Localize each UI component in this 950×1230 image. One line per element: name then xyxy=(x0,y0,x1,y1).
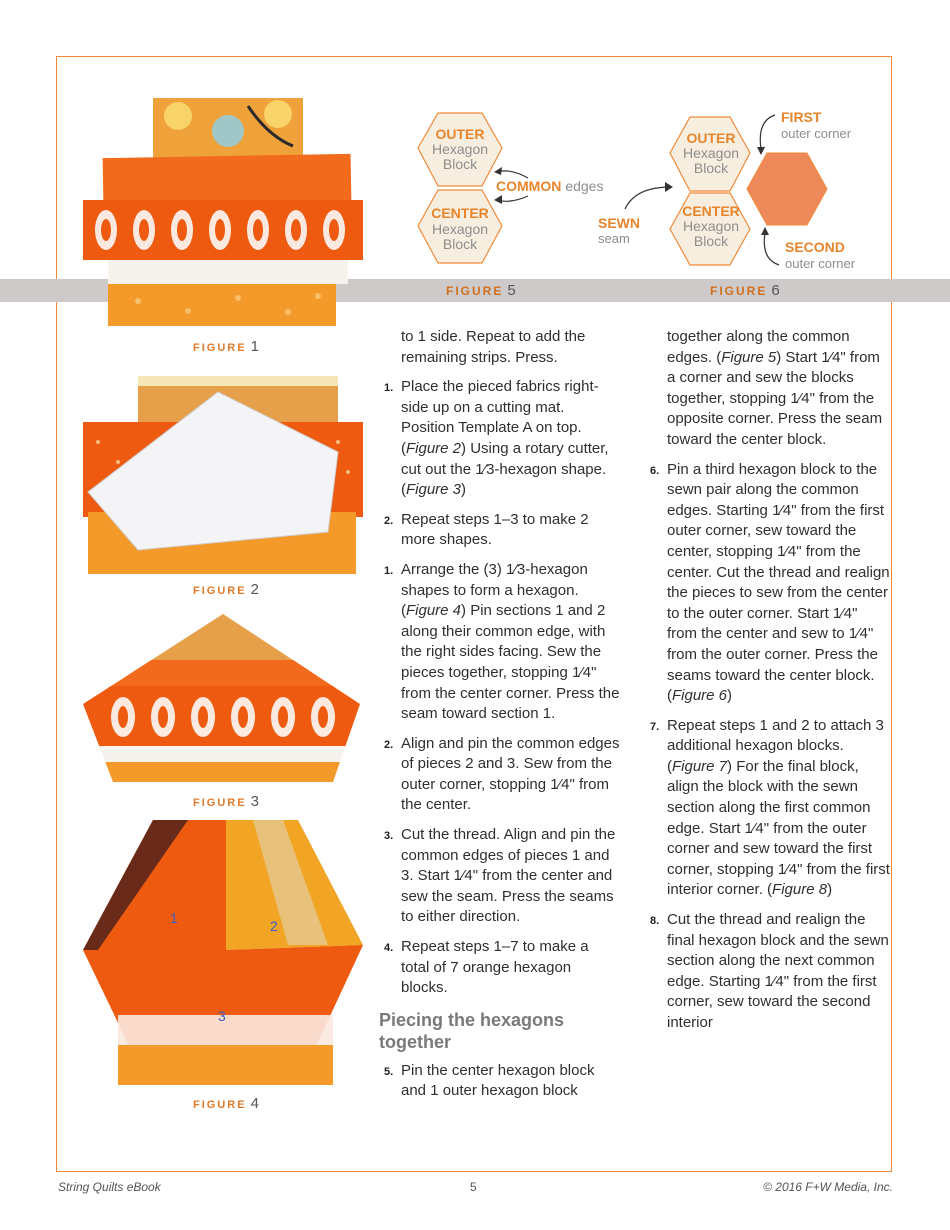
step-text: ) xyxy=(827,881,833,899)
step-number: 1. xyxy=(384,564,394,577)
sewn-seam-sub: seam xyxy=(598,231,630,246)
step-number: 3. xyxy=(384,830,394,843)
numbered-step xyxy=(379,1061,621,1102)
figure-number: 1 xyxy=(250,338,259,355)
figure-label: FIGURE xyxy=(193,1099,247,1111)
step-text: ) For the final block, align the block with the sewn section along the first common edge. Start 1⁄4" from the outer corner and sew toward the first corner, stopping 1⁄4" from the first interior corner. ( xyxy=(667,757,890,899)
step-text: Cut the thread and realign the final hexagon block and the sewn section along the next common edge. Starting 1⁄4" from the first corner, sew toward the second interior xyxy=(667,911,889,1031)
step-text: ) Pin sections 1 and 2 along their common edge, with the right sides facing. Sew the pieces together, stopping 1⁄4" from the center corner. Press the seam toward section 1. xyxy=(401,602,620,723)
step-text: Align and pin the common edges of pieces 2 and 3. Sew from the outer corner, stopping 1⁄4" from the center. xyxy=(401,734,620,814)
section-label-3: 3 xyxy=(218,1008,226,1024)
step-number: 5. xyxy=(384,1065,394,1078)
numbered-step xyxy=(645,716,890,901)
figure-label: FIGURE xyxy=(193,342,247,354)
step-text: Place the pieced fabrics right-side up on a cutting mat. Position Template A on top. ( xyxy=(401,378,599,457)
step-number: 2. xyxy=(384,514,394,527)
section-heading: Piecing the hexagons together xyxy=(379,1009,565,1052)
figure-number: 4 xyxy=(250,1095,259,1112)
figure-1-caption xyxy=(193,338,259,355)
second-corner-title: SECOND xyxy=(785,239,845,255)
step-text: Arrange the (3) 1⁄3-hexagon shapes to form a hexagon. ( xyxy=(401,560,588,620)
step-number: 1. xyxy=(384,382,394,395)
figure-reference: Figure 8 xyxy=(772,881,828,899)
section-label-1: 1 xyxy=(170,910,178,926)
outer-hexagon-line2: Hexagon xyxy=(431,141,489,157)
numbered-step xyxy=(645,460,890,707)
arrow-sewn-seam xyxy=(625,187,671,209)
step-number: 2. xyxy=(384,738,394,751)
text-column-2 xyxy=(645,327,890,1043)
outer-hexagon-line3-6: Block xyxy=(693,160,729,176)
steps-group-a xyxy=(379,377,621,551)
center-hexagon-line3: Block xyxy=(442,236,478,252)
step-text: Repeat steps 1–3 to make 2 more shapes. xyxy=(401,510,589,549)
common-edges-label xyxy=(496,178,603,194)
step-number: 4. xyxy=(384,942,394,955)
step-text: ) Using a rotary cutter, cut out the 1⁄3-hexagon shape. ( xyxy=(401,439,609,499)
figure-label: FIGURE xyxy=(193,797,247,809)
step-text: Cut the thread. Align and pin the common edges of pieces 1 and 3. Start 1⁄4" from the center and sew the seam. Press the seams to either direction. xyxy=(401,826,616,926)
figure-2-caption xyxy=(193,581,259,598)
outer-hexagon-title: OUTER xyxy=(435,126,485,142)
common-rest: edges xyxy=(565,178,604,194)
step-number: 6. xyxy=(650,464,660,477)
figure-2-photo xyxy=(78,372,368,577)
figure-label: FIGURE xyxy=(446,284,504,298)
numbered-step xyxy=(379,734,621,816)
figure-reference: Figure 4 xyxy=(406,602,462,620)
figure-4-caption xyxy=(193,1095,259,1112)
numbered-step xyxy=(379,937,621,999)
sewn-seam-title: SEWN xyxy=(598,215,640,231)
step-text: Pin a third hexagon block to the sewn pair along the common edges. Starting 1⁄4" from the first outer corner, sew toward the center, stopping 1⁄4" from the center. Cut the thread and realign the pieces to sew from the center to the outer corner. Start 1⁄4" from the center and sew to 1⁄4" from the outer corner. Press the seams toward the center block. ( xyxy=(667,460,890,705)
figure-3-caption xyxy=(193,793,259,810)
step-text: ) Start 1⁄4" from a corner and sew the blocks together, stopping 1⁄4" from the opposite corner. Press the seam toward the center block. xyxy=(667,348,883,448)
intro-paragraph: to 1 side. Repeat to add the remaining strips. Press. xyxy=(401,328,586,366)
numbered-step xyxy=(379,377,621,501)
footer-right: © 2016 F+W Media, Inc. xyxy=(763,1180,893,1194)
figure-number: 5 xyxy=(507,282,516,299)
center-hexagon-line3-6: Block xyxy=(693,233,729,249)
figure-3-photo xyxy=(78,612,368,787)
first-corner-sub: outer corner xyxy=(781,126,852,141)
center-hexagon-line2: Hexagon xyxy=(431,221,489,237)
common-bold: COMMON xyxy=(496,178,562,194)
center-hexagon-line2-6: Hexagon xyxy=(682,218,740,234)
step-text: Repeat steps 1 and 2 to attach 3 additional hexagon blocks. ( xyxy=(667,716,884,775)
figure-reference: Figure 5 xyxy=(721,348,777,366)
figure-reference: Figure 6 xyxy=(672,687,728,705)
step-number: 8. xyxy=(650,915,660,928)
figure-6-diagram xyxy=(595,105,875,275)
first-corner-title: FIRST xyxy=(781,109,822,125)
step-text: together along the common edges. ( xyxy=(667,328,850,366)
figure-reference: Figure 2 xyxy=(406,439,462,457)
figure-1-photo xyxy=(78,96,368,328)
outer-hexagon-line3: Block xyxy=(442,156,478,172)
figure-reference: Figure 7 xyxy=(672,757,728,775)
arrow-second-corner xyxy=(764,233,779,265)
section-label-2: 2 xyxy=(270,918,278,934)
figure-number: 3 xyxy=(250,793,259,810)
figure-label: FIGURE xyxy=(193,585,247,597)
figure-5-caption xyxy=(446,282,516,299)
figure-label: FIGURE xyxy=(710,284,768,298)
steps-group-col2 xyxy=(645,460,890,1034)
text-column-1 xyxy=(379,327,621,1111)
center-hexagon-title-6: CENTER xyxy=(682,203,740,219)
step-text: ) xyxy=(727,687,733,705)
outer-hexagon-line2-6: Hexagon xyxy=(682,145,740,161)
figure-number: 2 xyxy=(250,581,259,598)
figure-6-caption xyxy=(710,282,780,299)
outer-hexagon-title-6: OUTER xyxy=(686,130,736,146)
figure-number: 6 xyxy=(771,282,780,299)
steps-group-b xyxy=(379,560,621,999)
numbered-step xyxy=(379,560,621,725)
second-corner-sub: outer corner xyxy=(785,256,856,271)
numbered-step xyxy=(645,910,890,1034)
numbered-step xyxy=(379,510,621,551)
step-text: ) xyxy=(461,481,467,499)
numbered-step xyxy=(379,825,621,928)
step-number: 7. xyxy=(650,720,660,733)
figure-reference: Figure 3 xyxy=(406,481,462,499)
footer-left: String Quilts eBook xyxy=(58,1180,161,1194)
steps-group-c xyxy=(379,1061,621,1102)
figure-4-photo xyxy=(78,815,368,1090)
step-text: Pin the center hexagon block and 1 outer hexagon block xyxy=(401,1061,595,1100)
center-hexagon-title: CENTER xyxy=(431,205,489,221)
intro-paragraph-2 xyxy=(645,327,890,451)
page-number: 5 xyxy=(470,1180,477,1194)
arrow-first-corner xyxy=(760,115,775,149)
step-text: Repeat steps 1–7 to make a total of 7 orange hexagon blocks. xyxy=(401,938,589,997)
